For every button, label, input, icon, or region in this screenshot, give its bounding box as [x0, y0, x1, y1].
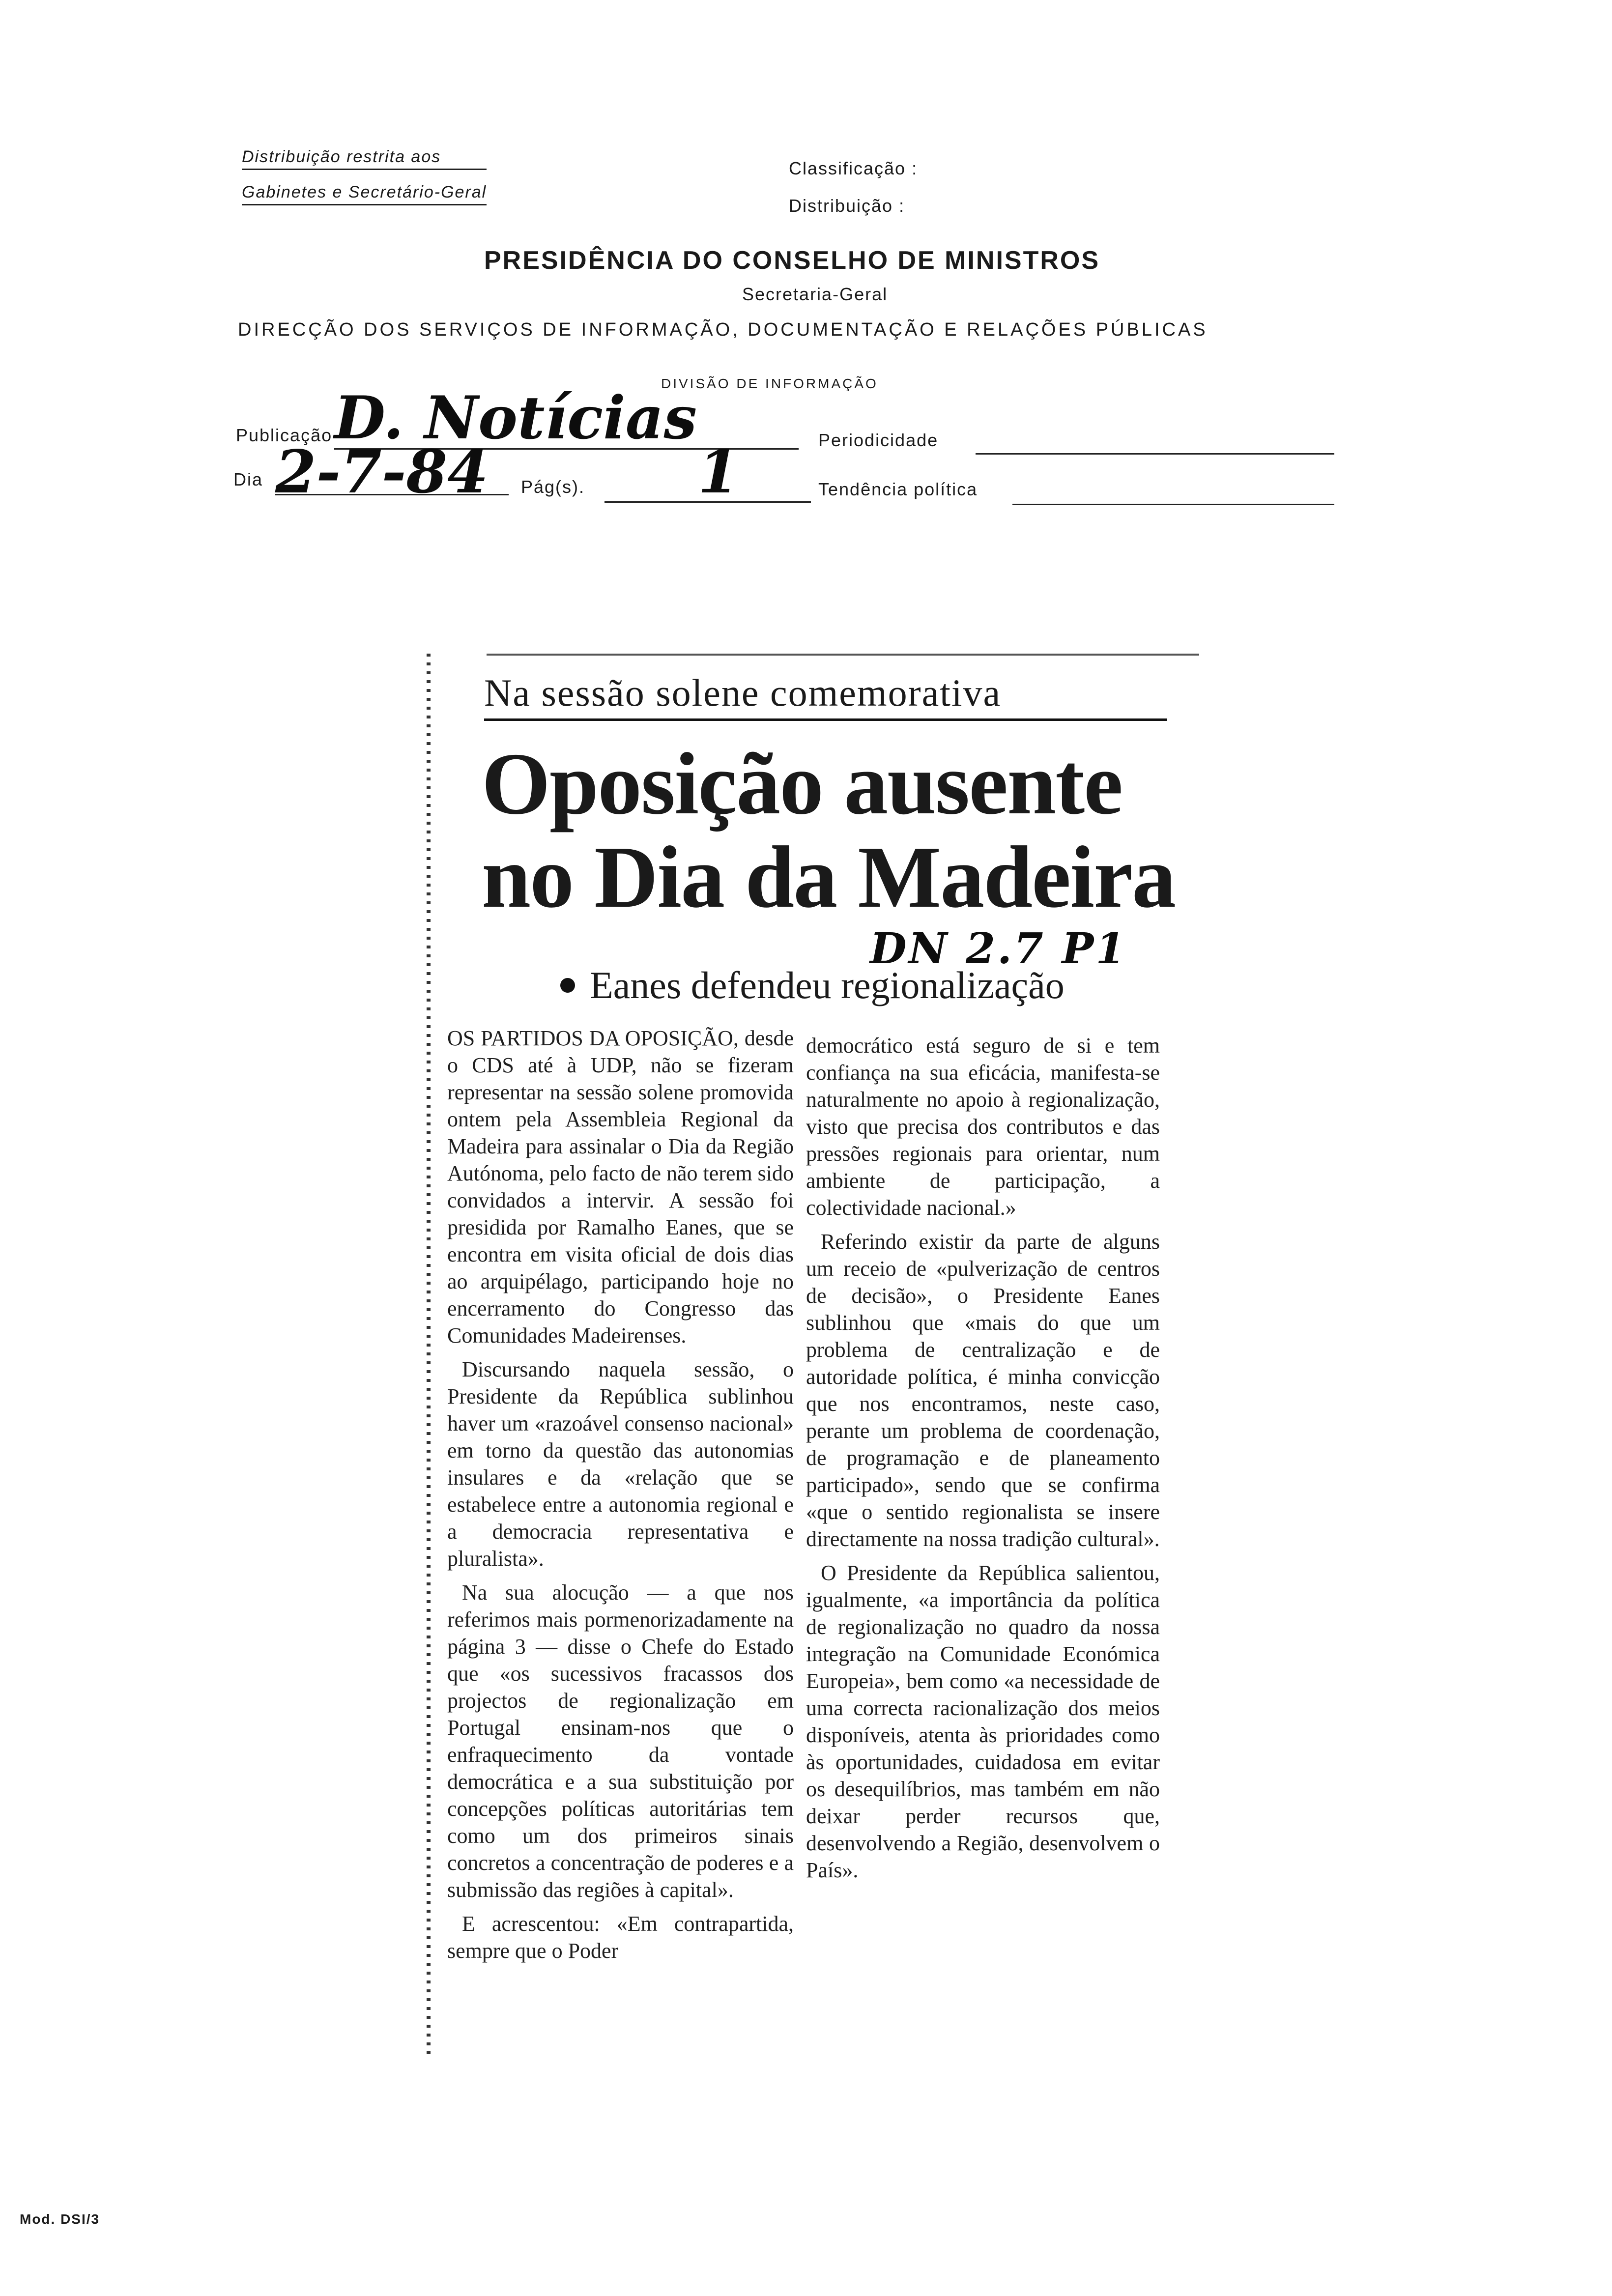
- divisao-informacao: DIVISÃO DE INFORMAÇÃO: [661, 376, 878, 391]
- col1-paragraph-1: OS PARTIDOS DA OPOSIÇÃO, desde o CDS até à UDP, não se fizeram representar na sessão solene promovida ontem pela Assembleia Regional da Madeira para assinalar o Dia da Região Autónoma, pelo facto de não terem sido convidados a intervir. A sessão foi presidida por Ramalho Eanes, que se encontra em visita oficial de dois dias ao arquipélago, participando hoje no encerramento do Congresso das Comunidades Madeirenses.: [447, 1026, 794, 1348]
- secretaria-geral: Secretaria-Geral: [742, 284, 888, 304]
- presidencia-title: PRESIDÊNCIA DO CONSELHO DE MINISTROS: [484, 246, 1100, 275]
- pags-line: [604, 501, 811, 503]
- col2-paragraph-3: O Presidente da República salientou, igualmente, «a importância da política de regionalização no quadro da nossa integração na Comunidade Económica Europeia», bem como «a necessidade de uma correcta racionalização dos meios disponíveis, atenta às prioridades como às oportunidades, cuidadosa em evitar os desequilíbrios, mas também em não deixar perder recursos que, desenvolvendo a Região, desenvolvem o País».: [806, 1561, 1160, 1882]
- tendencia-line: [1012, 504, 1334, 505]
- publicacao-label: Publicação: [236, 425, 333, 445]
- tendencia-label: Tendência política: [818, 479, 978, 499]
- restricted-line-2: Gabinetes e Secretário-Geral: [242, 183, 487, 205]
- handwritten-ref: DN 2.7 P1: [870, 924, 1127, 974]
- distribuicao-label: Distribuição :: [789, 196, 905, 216]
- headline-line-1: Oposição ausente: [482, 735, 1123, 832]
- col1-paragraph-2: Discursando naquela sessão, o Presidente da República sublinhou haver um «razoável consenso nacional» em torno da questão das autonomias insulares e da «relação que se estabelece entre a autonomia regional e a democracia representativa e pluralista».: [447, 1357, 794, 1571]
- clipping-scan-edge: [427, 654, 431, 2054]
- dia-label: Dia: [233, 469, 263, 489]
- bullet-icon: [560, 978, 575, 993]
- col2-paragraph-1: democrático está seguro de si e tem confiança na sua eficácia, manifesta-se naturalmente no apoio à regionalização, visto que precisa dos contributos e das pressões regionais para orientar, num ambiente de participação, a colectividade nacional.»: [806, 1033, 1160, 1220]
- classificacao-label: Classificação :: [789, 158, 918, 178]
- kicker-rule: [484, 718, 1167, 721]
- headline-line-2: no Dia da Madeira: [482, 828, 1176, 926]
- clipping-top-rule: [487, 654, 1199, 656]
- pags-label: Pág(s).: [521, 477, 585, 497]
- article-headline: [482, 737, 1175, 924]
- col1-paragraph-3: Na sua alocução — a que nos referimos mais pormenorizadamente na página 3 — disse o Chefe do Estado que «os sucessivos fracassos dos projectos de regionalização em Portugal ensinam-nos que o enfraquecimento da vontade democrática e a sua substituição por concepções políticas autoritárias tem como um dos primeiros sinais concretos a concentração de poderes e a submissão das regiões à capital».: [447, 1580, 794, 1902]
- subhead-text: Eanes defendeu regionalização: [590, 964, 1065, 1006]
- periodicidade-label: Periodicidade: [818, 430, 939, 450]
- restricted-line-1: Distribuição restrita aos: [242, 147, 487, 170]
- col2-paragraph-2: Referindo existir da parte de alguns um receio de «pulverização de centros de decisão», o Presidente Eanes sublinhou que «mais do que um problema de centralização e de autoridade política, é minha convicção que nos encontramos, neste caso, perante um problema de coordenação, de programação e de planeamento participado», sendo que se confirma «que o sentido regionalista se insere directamente na nossa tradição cultural».: [806, 1230, 1160, 1551]
- dia-value: 2-7-84: [275, 437, 489, 507]
- periodicidade-line: [976, 453, 1334, 455]
- publicacao-value: D. Notícias: [334, 383, 697, 453]
- restricted-distribution: [242, 147, 487, 205]
- dia-line: [275, 494, 509, 495]
- direccao-servicos: DIRECÇÃO DOS SERVIÇOS DE INFORMAÇÃO, DOCUMENTAÇÃO E RELAÇÕES PÚBLICAS: [238, 319, 1208, 340]
- col1-paragraph-4: E acrescentou: «Em contrapartida, sempre que o Poder: [447, 1912, 794, 1963]
- pags-value: 1: [698, 437, 739, 507]
- form-model-code: Mod. DSI/3: [20, 2211, 100, 2227]
- article-subhead: [560, 963, 1065, 1007]
- article-column-2: [806, 1032, 1160, 1884]
- article-kicker: Na sessão solene comemorativa: [484, 671, 1002, 714]
- article-column-1: [447, 1025, 794, 1964]
